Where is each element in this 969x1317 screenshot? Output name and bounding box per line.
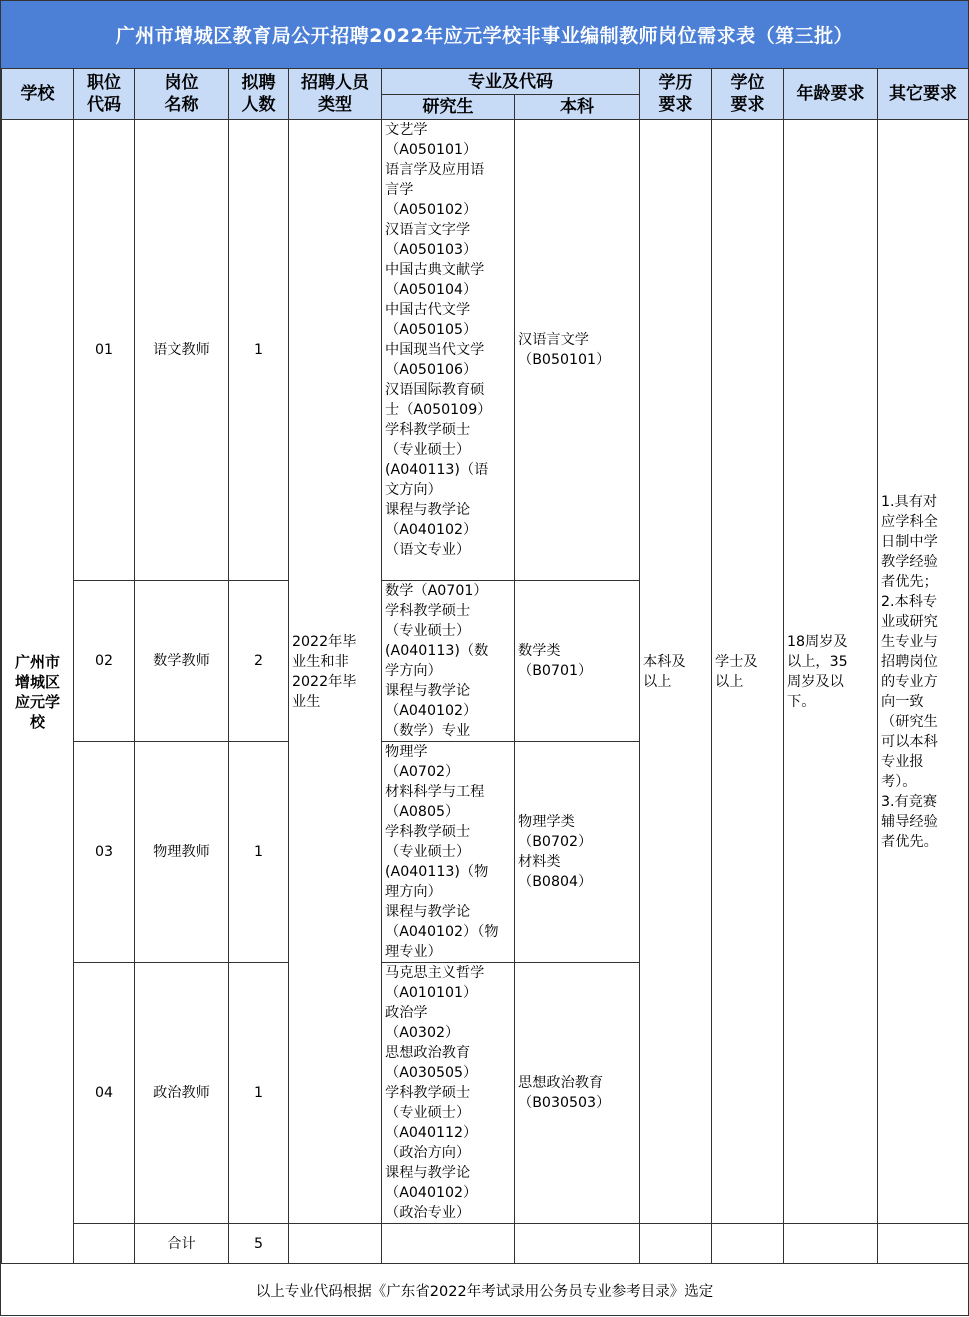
count-cell: 2 — [229, 581, 289, 742]
requirements-table — [1, 68, 969, 1264]
empty-cell — [74, 1224, 135, 1264]
total-row — [2, 1224, 969, 1264]
empty-cell — [382, 1224, 515, 1264]
bachelor-major-cell: 汉语言文学 （B050101） — [515, 120, 640, 581]
empty-cell — [289, 1224, 382, 1264]
empty-cell — [640, 1224, 712, 1264]
count-cell: 1 — [229, 963, 289, 1224]
code-cell: 03 — [74, 742, 135, 963]
header-school: 学校 — [2, 69, 74, 120]
edu-cell: 本科及 以上 — [640, 120, 712, 1224]
other-cell: 1.具有对 应学科全 日制中学 教学经验 者优先； 2.本科专 业或研究 生专业与 招聘岗位 的专业方 向一致 （研究生 可以本科 专业报 考）。 3.有竞赛 辅导经验 者优先。 — [878, 120, 969, 1224]
grad-major-cell: 文艺学 （A050101） 语言学及应用语 言学 （A050102） 汉语言文字学 （A050103） 中国古典文献学 （A050104） 中国古代文学 （A050105） 中国现当代文学 （A050106） 汉语国际教育硕 士（A050109） 学科教学硕士 （专业硕士） (A040113)（语 文方向） 课程与教学论 （A040102） （语文专业） — [382, 120, 515, 581]
count-cell: 1 — [229, 120, 289, 581]
header-degree: 学位 要求 — [712, 69, 784, 120]
header-edu: 学历 要求 — [640, 69, 712, 120]
header-bachelor: 本科 — [515, 95, 640, 120]
total-label: 合计 — [135, 1224, 229, 1264]
empty-cell — [712, 1224, 784, 1264]
sheet-title: 广州市增城区教育局公开招聘2022年应元学校非事业编制教师岗位需求表（第三批） — [1, 1, 968, 68]
table-row — [2, 120, 969, 581]
code-cell: 04 — [74, 963, 135, 1224]
bachelor-major-cell: 思想政治教育 （B030503） — [515, 963, 640, 1224]
empty-cell — [784, 1224, 878, 1264]
header-code: 职位 代码 — [74, 69, 135, 120]
empty-cell — [515, 1224, 640, 1264]
header-post: 岗位 名称 — [135, 69, 229, 120]
grad-major-cell: 数学（A0701） 学科教学硕士 （专业硕士） (A040113)（数 学方向） 课程与教学论 （A040102） （数学）专业 — [382, 581, 515, 742]
bachelor-major-cell: 数学类 （B0701） — [515, 581, 640, 742]
header-other: 其它要求 — [878, 69, 969, 120]
age-cell: 18周岁及 以上，35 周岁及以 下。 — [784, 120, 878, 1224]
code-cell: 02 — [74, 581, 135, 742]
type-cell: 2022年毕 业生和非 2022年毕 业生 — [289, 120, 382, 1224]
degree-cell: 学士及 以上 — [712, 120, 784, 1224]
header-grad: 研究生 — [382, 95, 515, 120]
total-count: 5 — [229, 1224, 289, 1264]
grad-major-cell: 马克思主义哲学 （A010101） 政治学 （A0302） 思想政治教育 （A030505） 学科教学硕士 （专业硕士） （A040112） （政治方向） 课程与教学论 （A040102） （政治专业） — [382, 963, 515, 1224]
post-cell: 数学教师 — [135, 581, 229, 742]
post-cell: 政治教师 — [135, 963, 229, 1224]
post-cell: 物理教师 — [135, 742, 229, 963]
post-cell: 语文教师 — [135, 120, 229, 581]
header-major: 专业及代码 — [382, 69, 640, 95]
empty-cell — [878, 1224, 969, 1264]
header-type: 招聘人员 类型 — [289, 69, 382, 120]
count-cell: 1 — [229, 742, 289, 963]
header-count: 拟聘 人数 — [229, 69, 289, 120]
bachelor-major-cell: 物理学类 （B0702） 材料类 （B0804） — [515, 742, 640, 963]
footer-note: 以上专业代码根据《广东省2022年考试录用公务员专业参考目录》选定 — [1, 1263, 968, 1317]
header-age: 年龄要求 — [784, 69, 878, 120]
grad-major-cell: 物理学 （A0702） 材料科学与工程 （A0805） 学科教学硕士 （专业硕士） (A040113)（物 理方向） 课程与教学论 （A040102）（物 理专业） — [382, 742, 515, 963]
school-cell: 广州市 增城区 应元学 校 — [2, 120, 74, 1264]
code-cell: 01 — [74, 120, 135, 581]
